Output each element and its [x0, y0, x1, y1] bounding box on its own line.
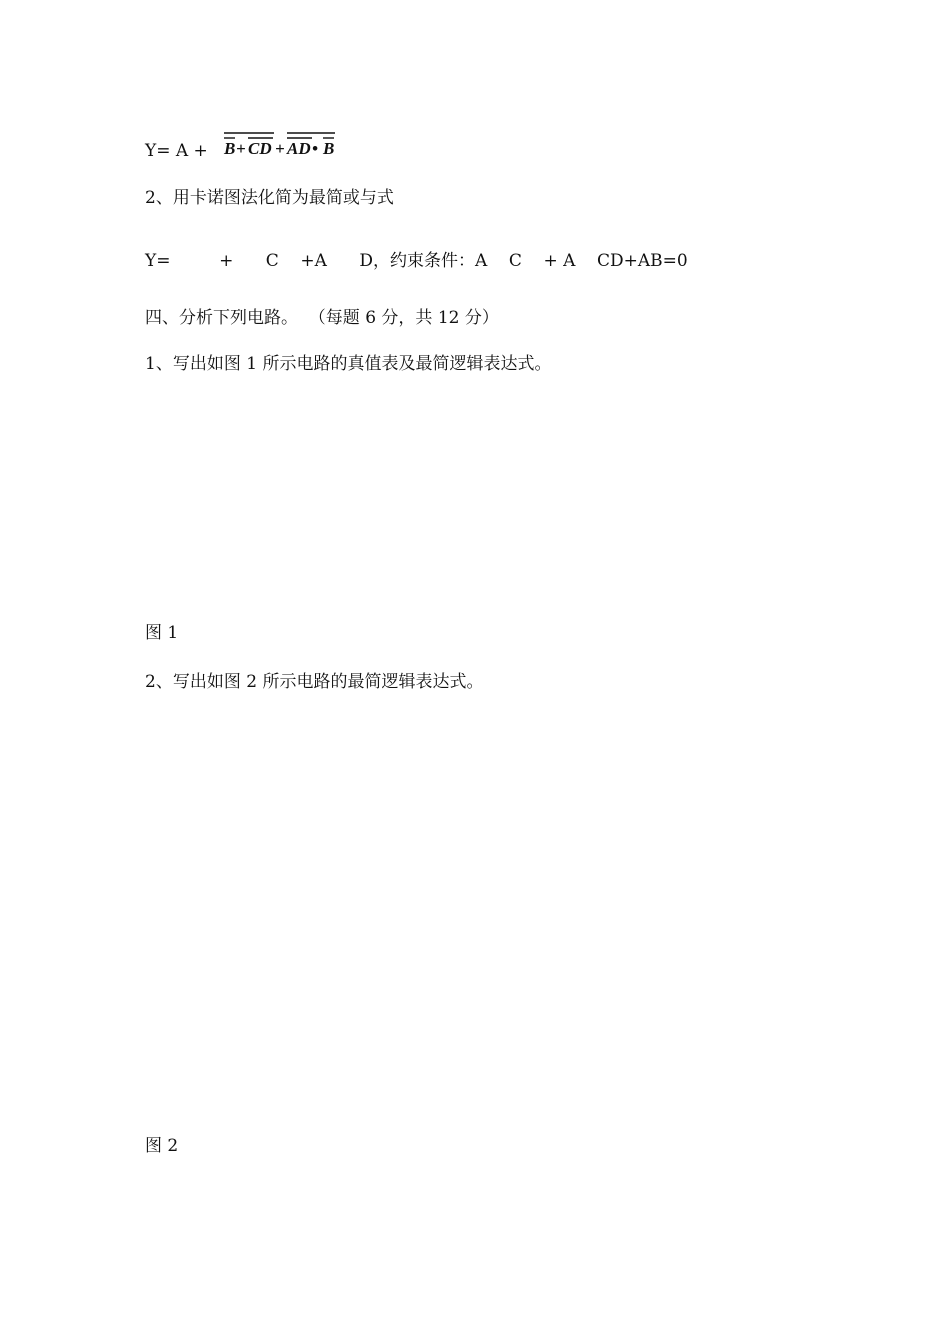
question-2-heading: 2、用卡诺图法化简为最简或与式 — [145, 188, 394, 208]
formula-prefix: Y= A + — [145, 141, 214, 161]
section-4-heading: 四、分析下列电路。 （每题 6 分，共 12 分） — [145, 308, 499, 328]
term-plus-1: + — [236, 139, 246, 158]
section-4-question-1: 1、写出如图 1 所示电路的真值表及最简逻辑表达式。 — [145, 354, 552, 374]
formula-overline-expression — [223, 128, 343, 162]
term-cd: CD — [248, 139, 272, 158]
term-b2: B — [323, 139, 335, 158]
term-ad: AD — [287, 139, 311, 158]
section-4-question-2: 2、写出如图 2 所示电路的最简逻辑表达式。 — [145, 672, 484, 692]
figure-2-caption: 图 2 — [145, 1136, 179, 1156]
term-b: B — [224, 139, 236, 158]
term-dot: • — [312, 139, 319, 158]
figure-1-caption: 图 1 — [145, 623, 179, 643]
question-2-expression: Y= + C +A D，约束条件：A C + A CD+AB=0 — [145, 251, 688, 271]
term-plus-2: + — [275, 139, 285, 158]
formula-line-1 — [145, 122, 343, 162]
